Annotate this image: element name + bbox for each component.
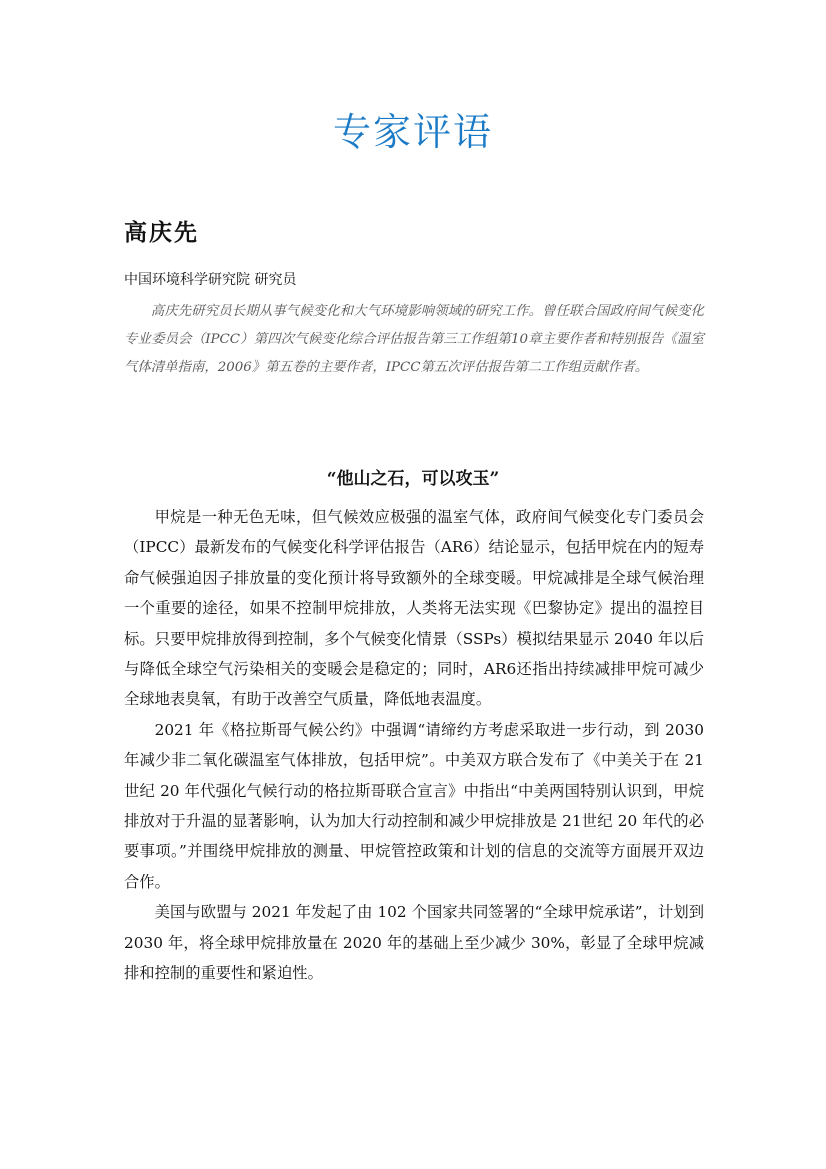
author-bio: 高庆先研究员长期从事气候变化和大气环境影响领域的研究工作。曾任联合国政府间气候变化专业委员会（IPCC）第四次气候变化综合评估报告第三工作组第10章主要作者和特别报告《温室气体清单指南，2006》第五卷的主要作者，IPCC第五次评估报告第二工作组贡献作者。 (124, 304, 704, 375)
body-paragraph: 美国与欧盟与 2021 年发起了由 102 个国家共同签署的“全球甲烷承诺”，计划到 2030 年，将全球甲烷排放量在 2020 年的基础上至少减少 30%，彰显了全球甲烷减排和控制的重要性和紧迫性。 (124, 903, 704, 983)
article-subtitle: “他山之石，可以攻玉” (326, 469, 500, 489)
article-body (124, 502, 704, 989)
author-name: 高庆先 (124, 219, 199, 246)
page-title: 专家评语 (332, 110, 493, 154)
body-paragraph: 2021 年《格拉斯哥气候公约》中强调“请缔约方考虑采取进一步行动，到 2030年减少非二氧化碳温室气体排放，包括甲烷”。中美双方联合发布了《中美关于在 21 世纪 20 年代强化气候行动的格拉斯哥联合宣言》中指出“中美两国特别认识到，甲烷排放对于升温的显著影响，认为加大行动控制和减少甲烷排放是 21世纪 20 年代的必要事项。”并围绕甲烷排放的测量、甲烷管控政策和计划的信息的交流等方面展开双边合作。 (124, 720, 704, 891)
body-paragraph: 甲烷是一种无色无味，但气候效应极强的温室气体，政府间气候变化专门委员会（IPCC）最新发布的气候变化科学评估报告（AR6）结论显示，包括甲烷在内的短寿命气候强迫因子排放量的变化预计将导致额外的全球变暖。甲烷减排是全球气候治理一个重要的途径，如果不控制甲烷排放，人类将无法实现《巴黎协定》提出的温控目标。只要甲烷排放得到控制，多个气候变化情景（SSPs）模拟结果显示 2040 年以后与降低全球空气污染相关的变暖会是稳定的；同时，AR6还指出持续减排甲烷可减少全球地表臭氧，有助于改善空气质量，降低地表温度。 (124, 508, 704, 709)
author-affiliation: 中国环境科学研究院 研究员 (124, 272, 297, 288)
